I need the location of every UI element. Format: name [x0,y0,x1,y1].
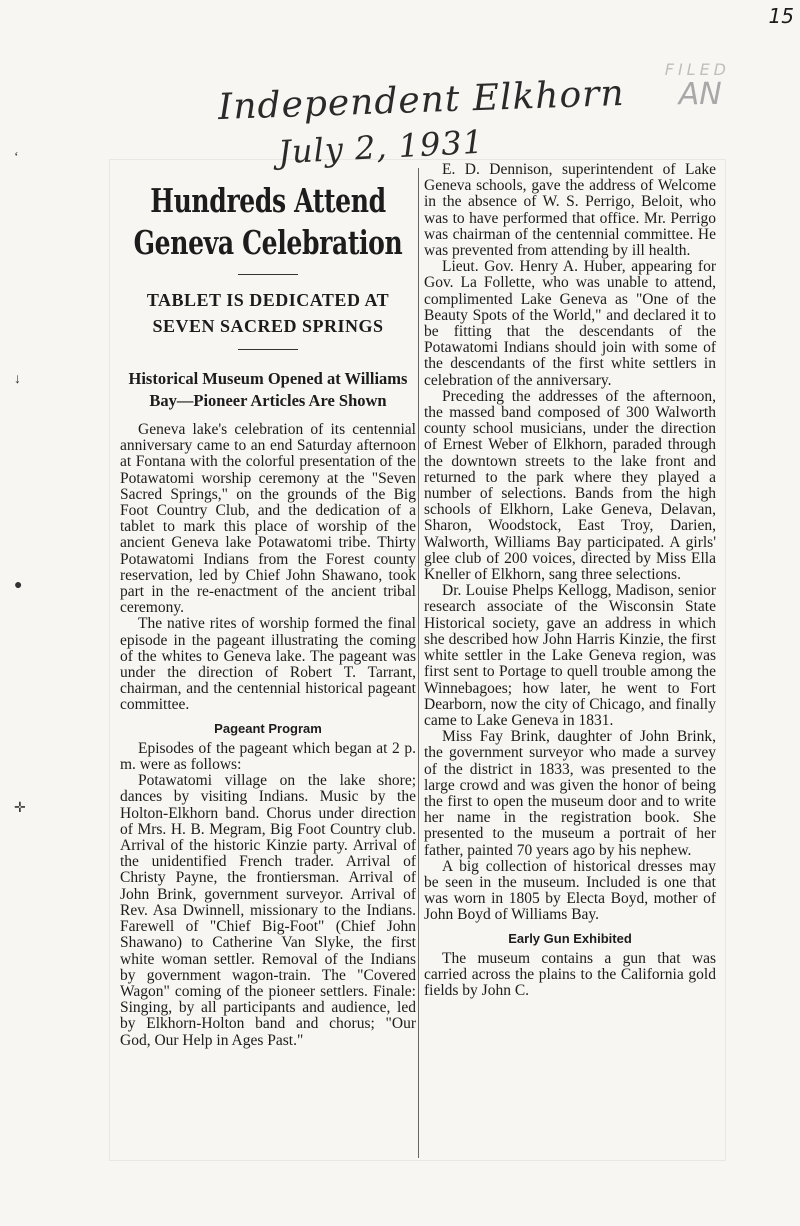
stamp-initials: AN [678,77,722,112]
subhead-early-gun: Early Gun Exhibited [508,930,632,946]
article-paragraph: Potawatomi village on the lake shore; dances by visiting Indians. Music by the Holton-Elkhorn band. Chorus under direction of Mrs. H. B. Megram, Big Foot Country club. Arrival of the historic Kinzie party. Arrival of the unidentified French trader. Arrival of Christy Payne, the frontiersman. Arrival of John Brink, government surveyor. Arrival of Rev. Asa Dwinnell, missionary to the Indians. Farewell of "Chief Big-Foot" (Chief John Shawano) to Catherine Van Slyke, the first white woman settler. Removal of the Indians by government wagon-train. The "Covered Wagon" coming of the pioneer settlers. Finale: Singing, by all participants and audience, led by Elkhorn-Holton band and chorus; "Our God, Our Help in Ages Past." [120,772,416,1049]
article-paragraph: The native rites of worship formed the final episode in the pageant illustrating the coming of the whites to Geneva lake. The pageant was under the direction of Robert T. Tarrant, chairman, and the centennial historical pageant committee. [120,615,416,714]
margin-dot-mark: ● [14,578,23,593]
stamp-text: FILED [664,60,730,79]
headline [125,180,411,264]
deck-secondary: Historical Museum Opened at Williams Bay—Pioneer Articles Are Shown [128,369,408,410]
archive-stamp [665,60,730,112]
subhead-pageant-program: Pageant Program [214,720,322,736]
margin-tick-mark: ‘ [14,150,19,165]
article-paragraph: A big collection of historical dresses may be seen in the museum. Included is one that was worn in 1805 by Electa Boyd, mother of John Boyd of Williams Bay. [424,857,716,924]
handwritten-date: July 2, 1931 [277,122,485,172]
margin-tick-mark: ↓ [14,372,21,387]
left-column [120,170,416,1049]
deck-primary: TABLET IS DEDICATED AT SEVEN SACRED SPRINGS [146,290,390,336]
article-paragraph: Episodes of the pageant which began at 2 p. m. were as follows: [120,739,416,774]
article-paragraph: The museum contains a gun that was carried across the plains to the California gold fields by John C. [424,949,716,1000]
article-paragraph: Preceding the addresses of the afternoon, the massed band composed of 300 Walworth county school musicians, under the direction of Ernest Weber of Elkhorn, paraded through the downtown streets to the lake front and returned to the park where they played a number of selections. Bands from the high schools of Elkhorn, Lake Geneva, Delavan, Sharon, Woodstock, East Troy, Darien, Walworth, Williams Bay participated. A girls' glee club of 200 voices, directed by Miss Ella Kneller of Elkhorn, sang three selections. [424,387,716,584]
right-column [424,162,716,999]
article-paragraph: Lieut. Gov. Henry A. Huber, appearing for Gov. La Follette, who was unable to attend, complimented Lake Geneva as "One of the Beauty Spots of the World," and declared it to be fitting that the descendants of the Potawatomi Indians should join with some of the descendants of the first white settlers in celebration of the anniversary. [424,258,716,389]
deck-rule [238,349,298,350]
headline-line-1: Hundreds Attend [150,181,386,220]
article-paragraph: Miss Fay Brink, daughter of John Brink, the government surveyor who made a survey of the district in 1833, was presented to the large crowd and was given the honor of being the first to open the museum door and to write her name in the registration book. She presented to the museum a portrait of her father, painted 70 years ago by his nephew. [424,728,716,859]
column-divider [418,168,419,1158]
handwritten-title: Independent Elkhorn [217,72,626,129]
article-paragraph: E. D. Dennison, superintendent of Lake Geneva schools, gave the address of Welcome in the absence of W. S. Perrigo, Beloit, who was to have performed that office. Mr. Perrigo was chairman of the centennial committee. He was prevented from attending by ill health. [424,161,716,260]
article-paragraph: Geneva lake's celebration of its centennial anniversary came to an end Saturday afternoon at Fontana with the colorful presentation of the Potawatomi worship ceremony at the "Seven Sacred Springs," on the grounds of the Big Foot Country Club, and the dedication of a tablet to mark this place of worship of the ancient Geneva lake Potawatomi tribe. Thirty Potawatomi Indians from the Forest county reservation, led by Chief John Shawano, took part in the re-enactment of the ancient tribal ceremony. [120,421,416,617]
margin-cross-mark: ✛ [14,801,26,816]
headline-line-2: Geneva Celebration [133,223,403,262]
headline-rule [238,274,298,275]
page-number: 15 [768,4,794,28]
article-paragraph: Dr. Louise Phelps Kellogg, Madison, senior research associate of the Wisconsin State Historical society, gave an address in which she described how John Harris Kinzie, the first white settler in the Lake Geneva region, was first sent to Portage to quell trouble among the Winnebagoes; how later, he went to Fort Dearborn, now the city of Chicago, and finally came to Lake Geneva in 1831. [424,582,716,729]
